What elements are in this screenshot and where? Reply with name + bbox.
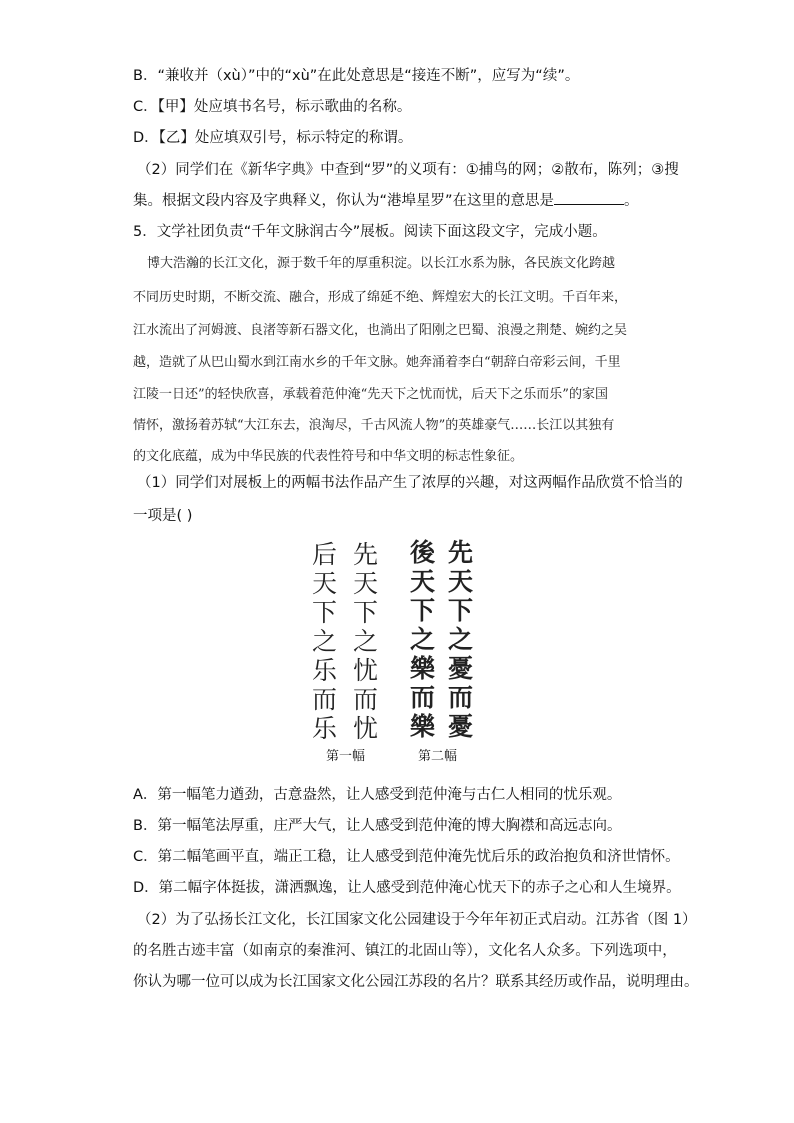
work1-caption: 第一幅 xyxy=(326,749,366,764)
passage-line: 情怀，激扬着苏轼“大江东去，浪淘尽，千古风流人物”的英雄豪气……长江以其独有 xyxy=(133,418,615,433)
answer-blank[interactable] xyxy=(554,190,624,205)
q4-option-d: D．【乙】处应填双引号，标示特定的称谓。 xyxy=(133,130,413,146)
passage-line: 越，造就了从巴山蜀水到江南水乡的千年文脉。她奔涌着李白“朝辞白帝彩云间，千里 xyxy=(133,355,621,370)
q5-intro: 5．文学社团负责“千年文脉润古今”展板。阅读下面这段文字，完成小题。 xyxy=(133,224,607,240)
work2-caption: 第二幅 xyxy=(418,749,458,764)
work1-col-right: 先 天 下 之 忧 而 忧 xyxy=(353,540,379,743)
q4-2-line2-end: 。 xyxy=(624,193,639,209)
q5-2-line3: 你认为哪一位可以成为长江国家文化公园江苏段的名片？联系其经历或作品，说明理由。 xyxy=(133,974,699,990)
passage-line: 的文化底蕴，成为中华民族的代表性符号和中华文明的标志性象征。 xyxy=(133,449,524,464)
q5-1-line1: （1）同学们对展板上的两幅书法作品产生了浓厚的兴趣，对这两幅作品欣赏不恰当的 xyxy=(137,475,683,491)
calligraphy-figure xyxy=(300,538,490,768)
q5-1-option-c: C．第二幅笔画平直，端正工稳，让人感受到范仲淹先忧后乐的政治抱负和济世情怀。 xyxy=(133,849,680,865)
q5-1-line2: 一项是( ) xyxy=(133,508,193,524)
q4-2-line2-text: 集。根据文段内容及字典释义，你认为“港埠星罗”在这里的意思是 xyxy=(133,193,555,209)
q5-1-option-b: B．第一幅笔法厚重，庄严大气，让人感受到范仲淹的博大胸襟和高远志向。 xyxy=(133,818,622,834)
passage-line: 江陵一日还”的轻快欣喜，承载着范仲淹“先天下之忧而忧，后天下之乐而乐”的家国 xyxy=(133,387,608,402)
work2-col-right: 先 天 下 之 憂 而 憂 xyxy=(448,538,474,741)
q5-2-line1: （2）为了弘扬长江文化，长江国家文化公园建设于今年年初正式启动。江苏省（图 1） xyxy=(137,912,697,928)
q5-1-option-a: A．第一幅笔力遒劲，古意盎然，让人感受到范仲淹与古仁人相同的忧乐观。 xyxy=(133,787,622,803)
passage-line: 博大浩瀚的长江文化，源于数千年的厚重积淀。以长江水系为脉，各民族文化跨越 xyxy=(147,256,616,271)
q4-2-line2 xyxy=(133,190,639,212)
passage-line: 江水流出了河姆渡、良渚等新石器文化，也淌出了阳刚之巴蜀、浪漫之荆楚、婉约之吴 xyxy=(133,323,628,338)
work2-col-left: 後 天 下 之 樂 而 樂 xyxy=(410,538,436,741)
q4-option-c: C．【甲】处应填书名号，标示歌曲的名称。 xyxy=(133,99,412,115)
q4-option-b: B．“兼收并（xù）”中的“xù”在此处意思是“接连不断”，应写为“续”。 xyxy=(133,68,580,84)
passage-line: 不同历史时期，不断交流、融合，形成了绵延不绝、辉煌宏大的长江文明。千百年来， xyxy=(133,290,628,305)
q5-2-line2: 的名胜古迹丰富（如南京的秦淮河、镇江的北固山等），文化名人众多。下列选项中， xyxy=(133,943,677,959)
q5-1-option-d: D．第二幅字体挺拔，潇洒飘逸，让人感受到范仲淹心忧天下的赤子之心和人生境界。 xyxy=(133,880,681,896)
work1-col-left: 后 天 下 之 乐 而 乐 xyxy=(312,540,338,743)
q4-2-line1: （2）同学们在《新华字典》中查到“罗”的义项有：①捕鸟的网；②散布，陈列；③搜 xyxy=(137,162,679,178)
